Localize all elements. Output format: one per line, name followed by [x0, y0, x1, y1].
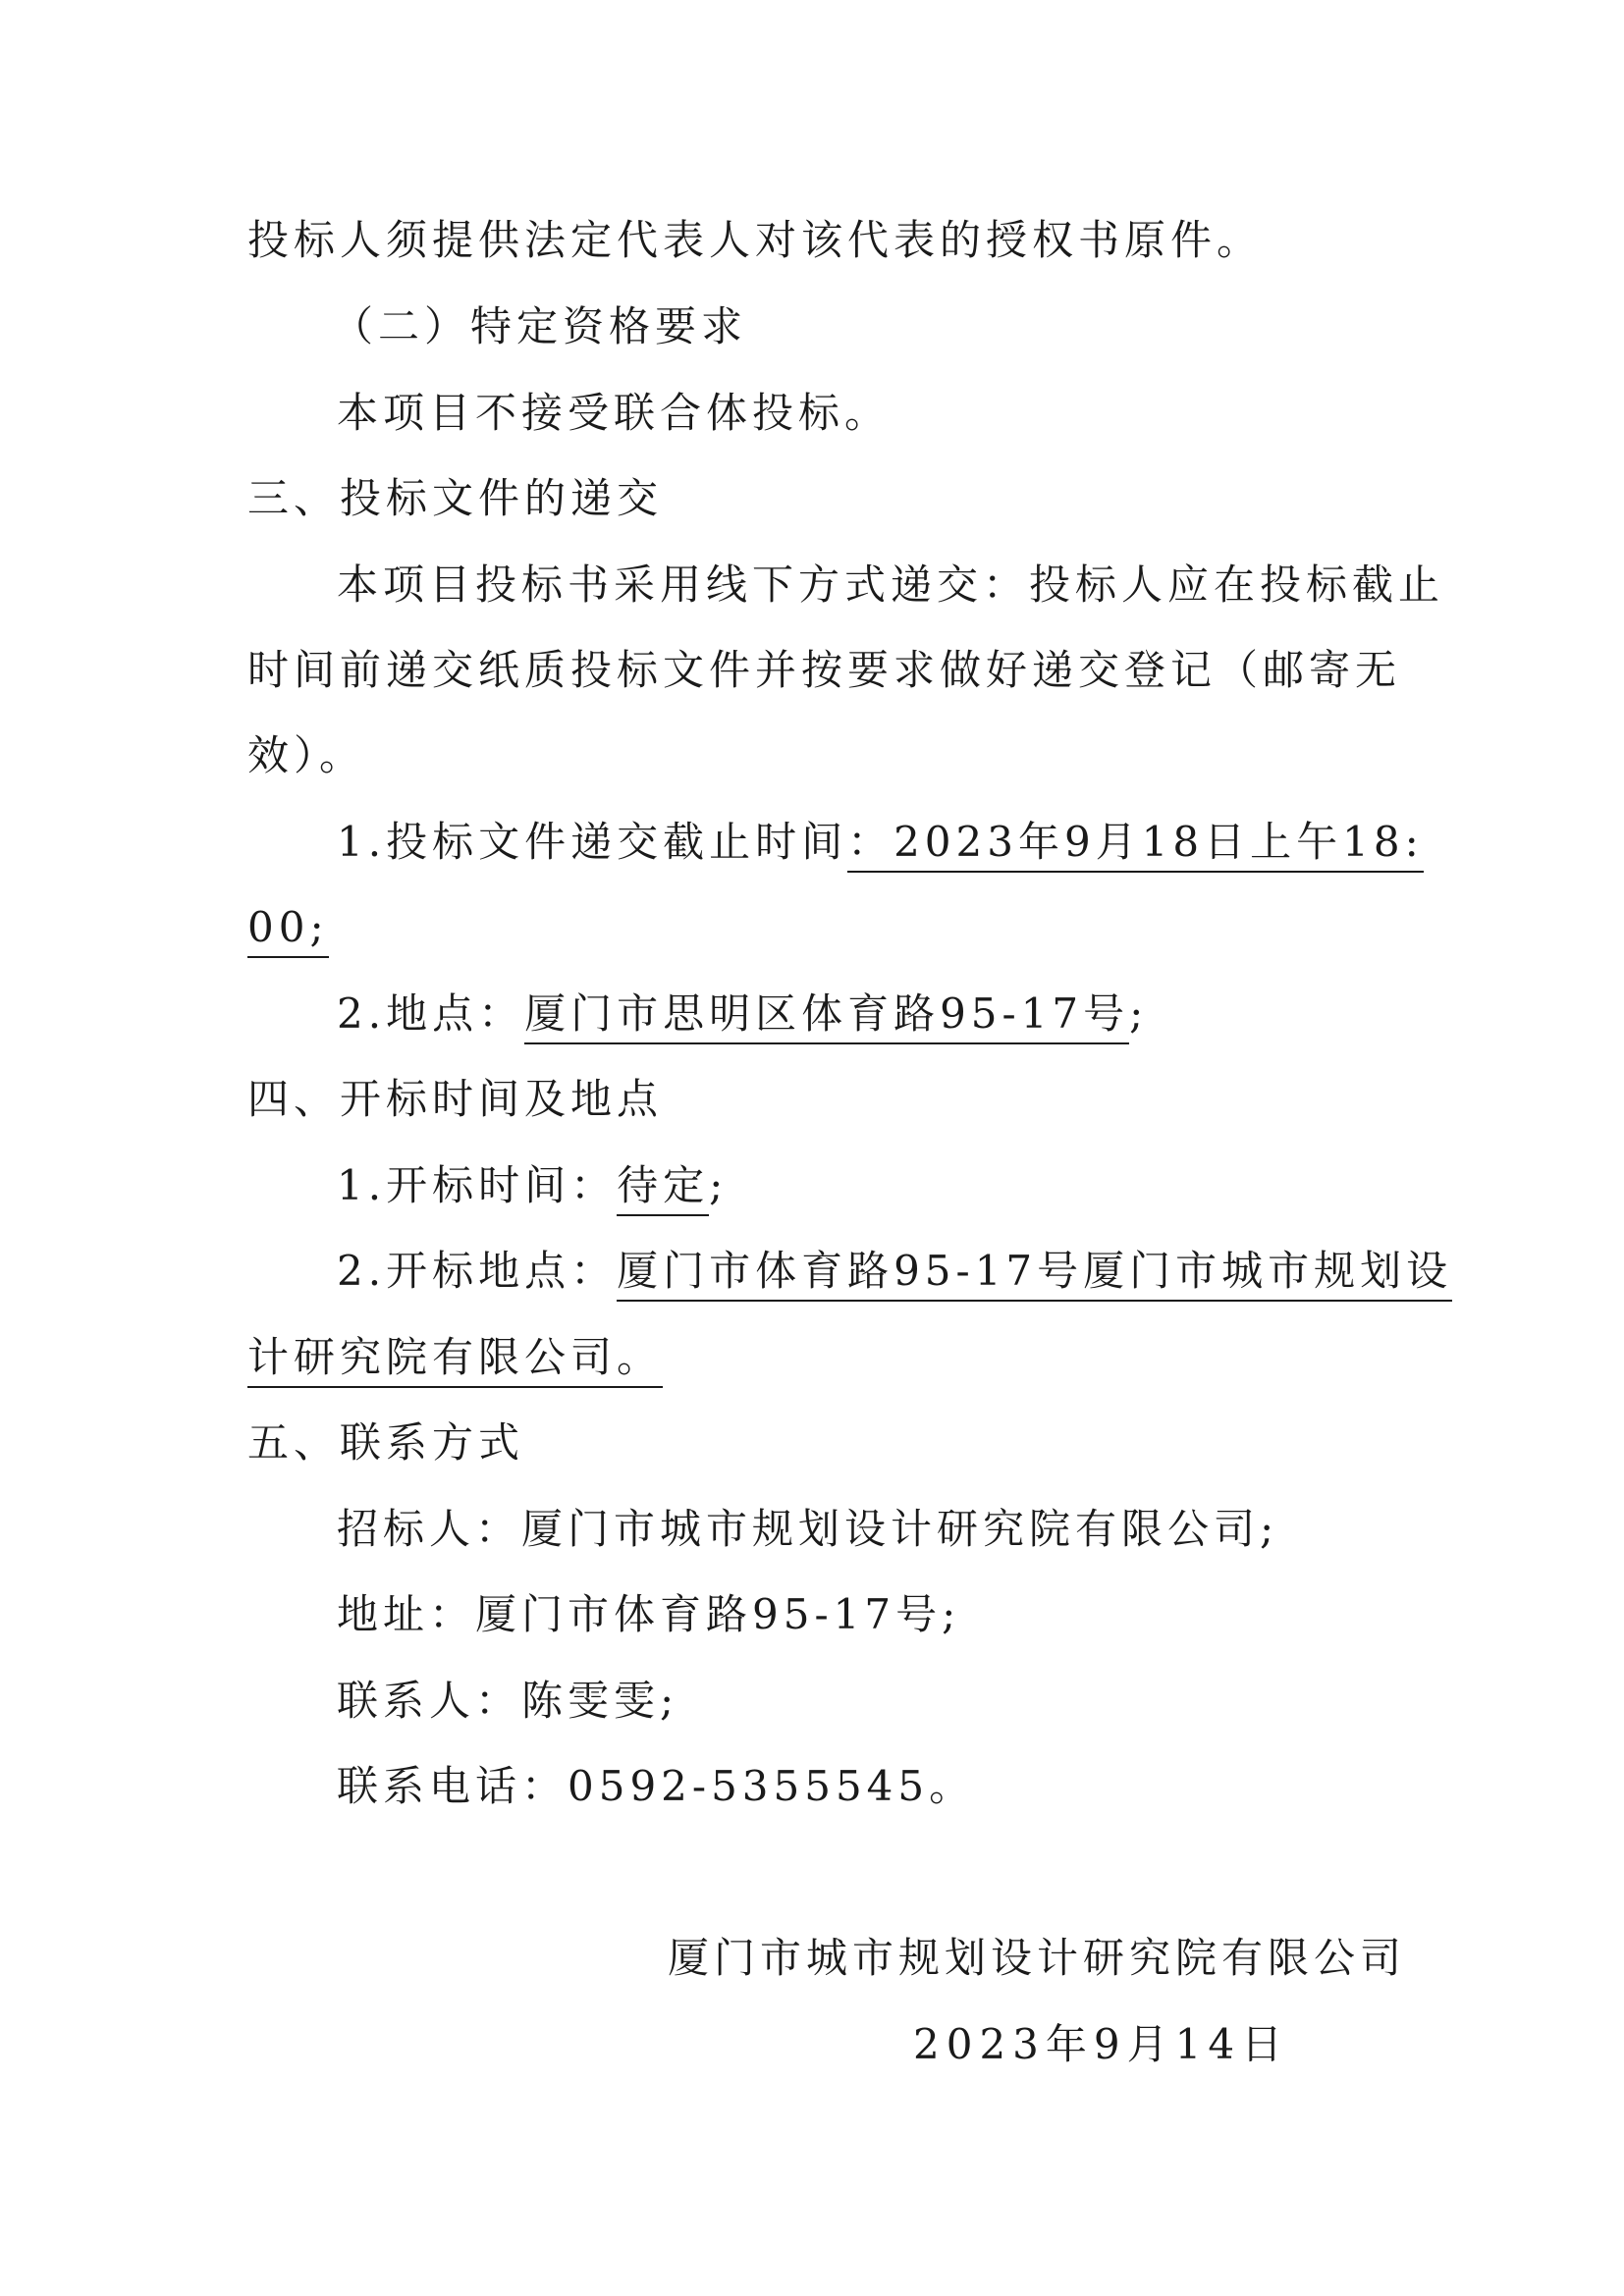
paragraph-authorization: 投标人须提供法定代表人对该代表的授权书原件。	[247, 216, 1264, 264]
heading-section-3: 三、投标文件的递交	[247, 474, 664, 522]
opening-time-end: ;	[709, 1161, 729, 1209]
deadline-value: ：2023年9月18日上午18:	[847, 818, 1424, 873]
contact-phone: 联系电话：0592-5355545。	[337, 1762, 976, 1810]
opening-location-value: 厦门市体育路95-17号厦门市城市规划设	[617, 1247, 1452, 1302]
submission-location-value: 厦门市思明区体育路95-17号	[524, 989, 1129, 1044]
paragraph-submission-line-3: 效）。	[247, 731, 366, 779]
paragraph-submission-line-1: 本项目投标书采用线下方式递交：投标人应在投标截止	[337, 561, 1445, 609]
subheading-special-qualification: （二）特定资格要求	[332, 302, 748, 350]
submission-location-end: ;	[1129, 989, 1149, 1038]
contact-person: 联系人：陈雯雯;	[337, 1677, 679, 1725]
opening-location-line	[337, 1247, 1453, 1295]
heading-section-5: 五、联系方式	[247, 1418, 525, 1467]
opening-location-value-continued: 计研究院有限公司。	[247, 1333, 663, 1388]
paragraph-submission-line-2: 时间前递交纸质投标文件并按要求做好递交登记（邮寄无	[247, 646, 1402, 694]
deadline-value-continued: 00;	[247, 903, 329, 958]
contact-tenderer: 招标人：厦门市城市规划设计研究院有限公司;	[337, 1505, 1279, 1553]
opening-time-value: 待定	[617, 1161, 709, 1216]
submission-location-line	[337, 989, 1149, 1038]
submission-location-label: 2.地点：	[337, 989, 525, 1038]
deadline-label: 1.投标文件递交截止时间	[337, 818, 848, 866]
signature-organization: 厦门市城市规划设计研究院有限公司	[668, 1934, 1407, 1982]
heading-section-4: 四、开标时间及地点	[247, 1075, 664, 1123]
opening-time-label: 1.开标时间：	[337, 1161, 618, 1209]
signature-date: 2023年9月14日	[913, 2020, 1290, 2068]
deadline-line-continued	[247, 903, 329, 951]
paragraph-no-consortium: 本项目不接受联合体投标。	[337, 389, 892, 437]
opening-location-label: 2.开标地点：	[337, 1247, 618, 1295]
deadline-line	[337, 818, 1424, 866]
contact-address: 地址：厦门市体育路95-17号;	[337, 1590, 961, 1638]
opening-location-line-continued	[247, 1333, 664, 1381]
opening-time-line	[337, 1161, 729, 1209]
